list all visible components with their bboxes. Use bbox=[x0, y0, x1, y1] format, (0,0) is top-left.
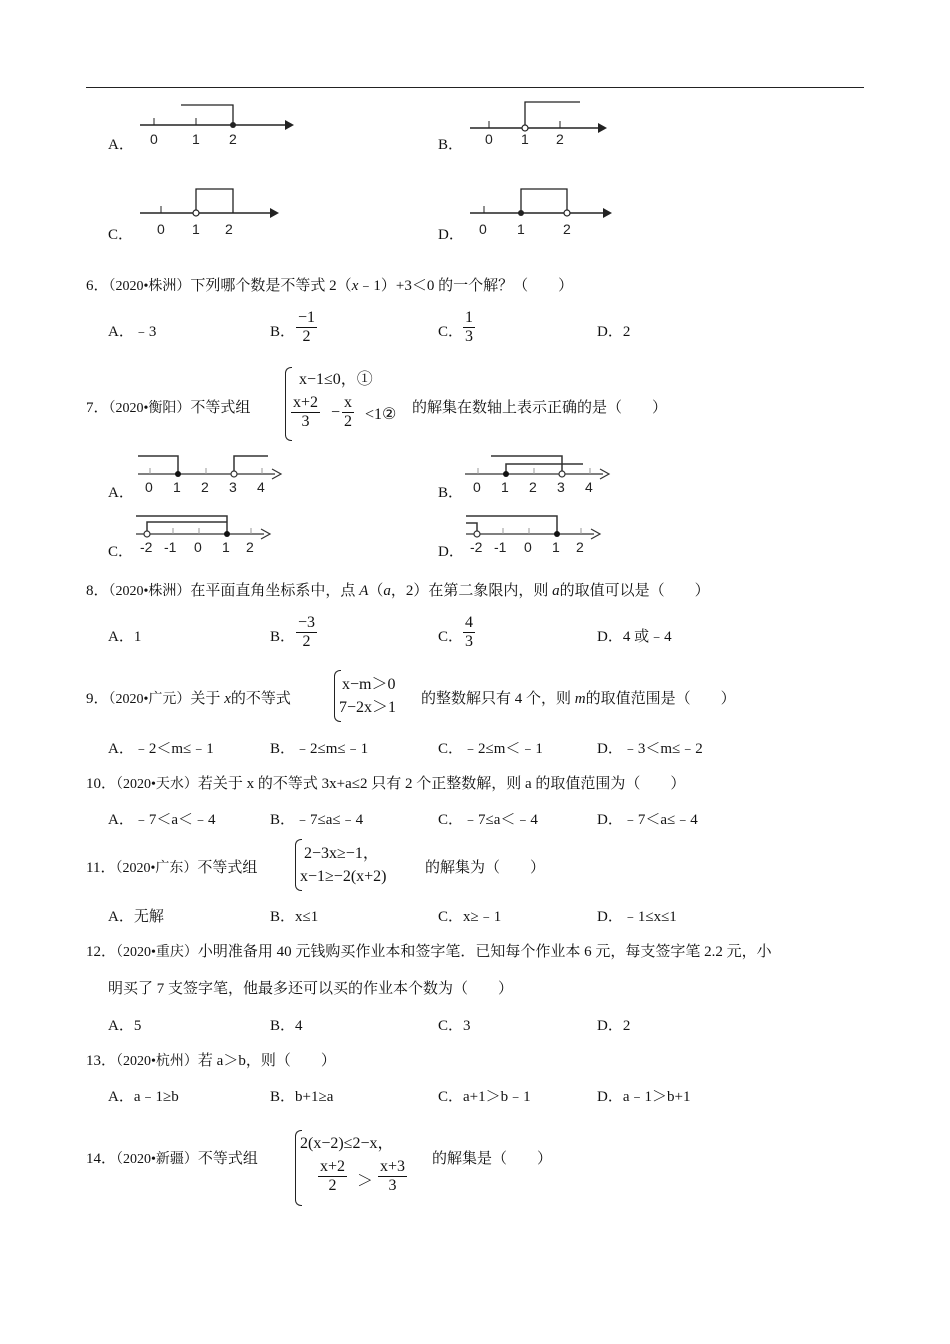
q7-option-b-letter: B． bbox=[438, 485, 464, 501]
q5a-tick-1: 1 bbox=[192, 131, 200, 147]
q5c-tick-1: 1 bbox=[192, 221, 200, 237]
q7a-tick-2: 2 bbox=[201, 479, 209, 495]
q7c-tick-4: 2 bbox=[246, 539, 254, 555]
q6-option-b-letter[interactable]: B． bbox=[270, 324, 296, 340]
q7-line1: x−1≤0，① bbox=[299, 371, 373, 388]
q10-option-c[interactable]: C．﹣7≤a＜﹣4 bbox=[438, 812, 538, 828]
q7d-tick-2: 0 bbox=[524, 539, 532, 555]
q6-option-c-fraction: $\frac{1}{3}$ bbox=[465, 309, 473, 346]
q8-option-b-letter[interactable]: B． bbox=[270, 629, 296, 645]
q11-option-b[interactable]: B．x≤1 bbox=[270, 909, 319, 925]
q7b-tick-2: 2 bbox=[529, 479, 537, 495]
q10-option-d[interactable]: D．﹣7＜a≤﹣4 bbox=[597, 812, 698, 828]
q5d-tick-1: 1 bbox=[517, 221, 525, 237]
q11-stem-end: 的解集为（ ） bbox=[425, 860, 546, 876]
q7-stem-start: 7．（2020•衡阳）不等式组 bbox=[86, 400, 251, 416]
q7a-tick-0: 0 bbox=[145, 479, 153, 495]
q7c-tick-3: 1 bbox=[222, 539, 230, 555]
q7-numberlines[interactable] bbox=[0, 0, 950, 600]
q12-option-c[interactable]: C．3 bbox=[438, 1018, 471, 1034]
q5-option-d-letter: D． bbox=[438, 227, 464, 243]
q7c-tick-0: -2 bbox=[140, 539, 153, 555]
q9-option-b[interactable]: B．﹣2≤m≤﹣1 bbox=[270, 741, 369, 757]
q9-line2: 7−2x＞1 bbox=[339, 699, 397, 716]
q9-stem-end: 的整数解只有 4 个，则 m的取值范围是（ ） bbox=[421, 691, 736, 707]
q5c-tick-2: 2 bbox=[225, 221, 233, 237]
q7c-tick-2: 0 bbox=[194, 539, 202, 555]
q5a-tick-0: 0 bbox=[150, 131, 158, 147]
q7-frac1: $\frac{x+2}{3}$ bbox=[293, 394, 319, 431]
q7a-tick-3: 3 bbox=[229, 479, 237, 495]
q7-option-d-letter: D． bbox=[438, 544, 464, 560]
q7a-tick-4: 4 bbox=[257, 479, 265, 495]
q6-option-c-letter[interactable]: C． bbox=[438, 324, 464, 340]
q6-stem: 6．（2020•株洲）下列哪个数是不等式 2（x﹣1）+3＜0 的一个解？（ ） bbox=[86, 278, 574, 294]
q8-option-b-fraction: $\frac{-3}{2}$ bbox=[298, 614, 316, 651]
q14-frac1: $\frac{x+2}{2}$ bbox=[320, 1158, 346, 1195]
q7-frac2: $\frac{x}{2}$ bbox=[344, 394, 352, 431]
q5-option-c-letter: C． bbox=[108, 227, 134, 243]
q14-stem-start: 14．（2020•新疆）不等式组 bbox=[86, 1151, 258, 1167]
q7c-tick-1: -1 bbox=[164, 539, 177, 555]
q6-option-b-fraction: $\frac{-1}{2}$ bbox=[298, 309, 316, 346]
q5b-tick-0: 0 bbox=[485, 131, 493, 147]
q7-option-a-letter: A． bbox=[108, 485, 134, 501]
q13-option-a[interactable]: A．a﹣1≥b bbox=[108, 1089, 179, 1105]
q7d-tick-1: -1 bbox=[494, 539, 507, 555]
q9-option-d[interactable]: D．﹣3＜m≤﹣2 bbox=[597, 741, 703, 757]
q6-option-a[interactable]: A．﹣3 bbox=[108, 324, 157, 340]
q7d-tick-4: 2 bbox=[576, 539, 584, 555]
q5d-tick-0: 0 bbox=[479, 221, 487, 237]
q10-stem: 10．（2020•天水）若关于 x 的不等式 3x+a≤2 只有 2 个正整数解，则 a 的取值范围为（ ） bbox=[86, 776, 686, 792]
q8-option-c-fraction: $\frac{4}{3}$ bbox=[465, 614, 473, 651]
q10-option-a[interactable]: A．﹣7＜a＜﹣4 bbox=[108, 812, 216, 828]
q7-minus: − bbox=[331, 404, 341, 421]
q13-option-c[interactable]: C．a+1＞b﹣1 bbox=[438, 1089, 531, 1105]
q5-option-a-letter: A． bbox=[108, 137, 134, 153]
q6-option-d[interactable]: D．2 bbox=[597, 324, 631, 340]
q7b-tick-0: 0 bbox=[473, 479, 481, 495]
q9-option-a[interactable]: A．﹣2＜m≤﹣1 bbox=[108, 741, 214, 757]
q5c-tick-0: 0 bbox=[157, 221, 165, 237]
q12-stem-line2: 明买了 7 支签字笔，他最多还可以买的作业本个数为（ ） bbox=[108, 981, 514, 997]
q5b-tick-1: 1 bbox=[521, 131, 529, 147]
q11-stem-start: 11．（2020•广东）不等式组 bbox=[86, 860, 258, 876]
q9-line1: x−m＞0 bbox=[342, 676, 396, 693]
q12-option-d[interactable]: D．2 bbox=[597, 1018, 631, 1034]
q14-stem-end: 的解集是（ ） bbox=[432, 1151, 553, 1167]
q5d-tick-2: 2 bbox=[563, 221, 571, 237]
q8-option-a[interactable]: A．1 bbox=[108, 629, 142, 645]
q8-option-d[interactable]: D．4 或﹣4 bbox=[597, 629, 672, 645]
q5a-tick-2: 2 bbox=[229, 131, 237, 147]
q7-option-c-letter: C． bbox=[108, 544, 134, 560]
q14-line1: 2(x−2)≤2−x， bbox=[300, 1135, 394, 1152]
q9-stem-start: 9．（2020•广元）关于 x的不等式 bbox=[86, 691, 291, 707]
q7a-tick-1: 1 bbox=[173, 479, 181, 495]
q7b-tick-4: 4 bbox=[585, 479, 593, 495]
q8-option-c-letter[interactable]: C． bbox=[438, 629, 464, 645]
q7d-tick-3: 1 bbox=[552, 539, 560, 555]
q12-option-b[interactable]: B．4 bbox=[270, 1018, 303, 1034]
q11-line1: 2−3x≥−1， bbox=[304, 845, 379, 862]
q11-option-c[interactable]: C．x≥﹣1 bbox=[438, 909, 502, 925]
q11-option-a[interactable]: A．无解 bbox=[108, 909, 164, 925]
q14-frac2: $\frac{x+3}{3}$ bbox=[380, 1158, 406, 1195]
q11-line2: x−1≥−2(x+2) bbox=[300, 868, 387, 885]
q7-stem-end: 的解集在数轴上表示正确的是（ ） bbox=[412, 400, 668, 416]
q12-option-a[interactable]: A．5 bbox=[108, 1018, 142, 1034]
q8-stem: 8．（2020•株洲）在平面直角坐标系中，点 A（a，2）在第二象限内，则 a的取值可以是（ ） bbox=[86, 583, 710, 599]
q7b-tick-3: 3 bbox=[557, 479, 565, 495]
q11-option-d[interactable]: D．﹣1≤x≤1 bbox=[597, 909, 677, 925]
q7-tail: <1② bbox=[365, 406, 397, 423]
q9-option-c[interactable]: C．﹣2≤m＜﹣1 bbox=[438, 741, 543, 757]
q5-option-b-letter: B． bbox=[438, 137, 464, 153]
q10-option-b[interactable]: B．﹣7≤a≤﹣4 bbox=[270, 812, 364, 828]
q12-stem-line1: 12．（2020•重庆）小明准备用 40 元钱购买作业本和签字笔．已知每个作业本 6 元，每支签字笔 2.2 元，小 bbox=[86, 944, 772, 960]
q13-option-d[interactable]: D．a﹣1＞b+1 bbox=[597, 1089, 691, 1105]
q5b-tick-2: 2 bbox=[556, 131, 564, 147]
q13-option-b[interactable]: B．b+1≥a bbox=[270, 1089, 334, 1105]
q13-stem: 13．（2020•杭州）若 a＞b，则（ ） bbox=[86, 1053, 336, 1069]
q7d-tick-0: -2 bbox=[470, 539, 483, 555]
q14-gt: ＞ bbox=[357, 1173, 374, 1190]
q7b-tick-1: 1 bbox=[501, 479, 509, 495]
